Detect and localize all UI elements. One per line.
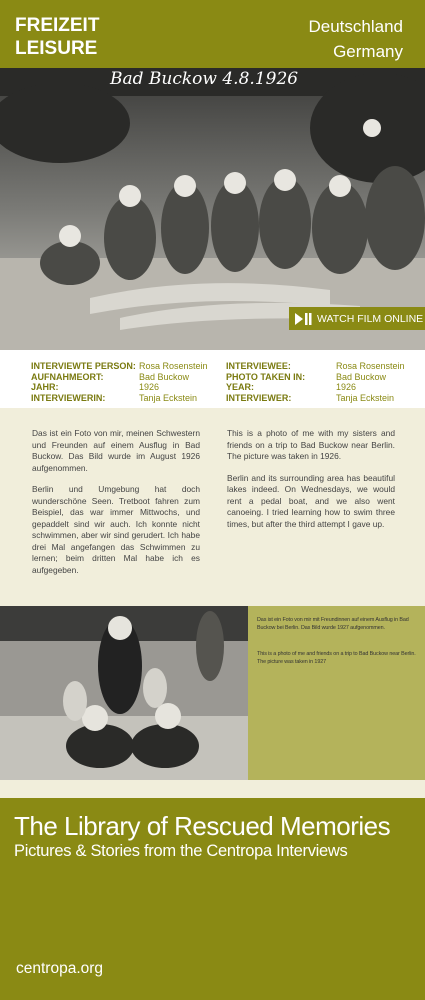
- footer-title: The Library of Rescued Memories: [14, 811, 391, 841]
- meta-row: [31, 393, 208, 404]
- meta-key: INTERVIEWER:: [226, 392, 292, 403]
- category-de: FREIZEIT: [15, 15, 100, 36]
- meta-key: INTERVIEWTE PERSON:: [31, 361, 136, 371]
- metadata-panel: [0, 350, 425, 408]
- meta-value: 1926: [139, 382, 160, 392]
- caption-panel: [248, 606, 425, 780]
- meta-key: PHOTO TAKEN IN:: [226, 371, 306, 382]
- footer-url-link[interactable]: centropa.org: [16, 960, 104, 977]
- watch-film-label: WATCH FILM ONLINE: [317, 312, 424, 325]
- meta-row: [31, 361, 208, 372]
- meta-row: [31, 382, 208, 393]
- paragraph: Das ist ein Foto von mir, meinen Schwestern und Freunden auf einem Ausflug in Bad Buckow. Das Bild wurde im August 1926 aufgenommen.: [32, 428, 200, 473]
- meta-key: YEAR:: [226, 382, 255, 392]
- meta-value: Rosa Rosenstein: [139, 361, 208, 371]
- meta-value: Bad Buckow: [139, 371, 190, 382]
- caption-de: Das ist ein Foto von mir mit Freundinnen auf einem Ausflug in Bad Buckow bei Berlin. Das Bild wurde 1927 aufgenommen.: [257, 617, 409, 631]
- meta-value: Tanja Eckstein: [139, 392, 198, 403]
- paragraph: Berlin und Umgebung hat doch wunderschöne Seen. Tretboot fahren zum Beispiel, das war immer Mittwochs, und gepaddelt sind wir auch. Ich konnte nicht schwimmen, aber wir sind gerudert. Ich habe drei Mal angefangen das Schwimmen zu lernen; beim dritten Mal habe ich es aufgegeben.: [32, 484, 200, 575]
- meta-value: Rosa Rosenstein: [336, 361, 405, 371]
- header-bar: [0, 0, 425, 68]
- meta-key: INTERVIEWERIN:: [31, 392, 106, 403]
- meta-value: Tanja Eckstein: [336, 392, 395, 403]
- meta-value: Bad Buckow: [336, 371, 387, 382]
- secondary-photo: [0, 606, 248, 780]
- category-en: LEISURE: [15, 38, 98, 59]
- footer-bar: [0, 798, 425, 1000]
- metadata-de: [31, 361, 208, 403]
- category-title: [15, 14, 99, 60]
- country-en: Germany: [333, 42, 403, 61]
- meta-row: [226, 372, 405, 383]
- story-text-en: [227, 428, 395, 540]
- story-text-de: [32, 428, 200, 586]
- meta-key: INTERVIEWEE:: [226, 361, 291, 371]
- footer-subtitle: Pictures & Stories from the Centropa Interviews: [14, 842, 348, 860]
- metadata-en: [226, 361, 405, 403]
- meta-row: [31, 372, 208, 383]
- watch-film-button[interactable]: [289, 307, 425, 330]
- country-label: [308, 14, 403, 64]
- caption-en: This is a photo of me and friends on a trip to Bad Buckow near Berlin. The picture was taken in 1927: [257, 651, 416, 665]
- meta-value: 1926: [336, 382, 357, 392]
- meta-row: [226, 382, 405, 393]
- paragraph: Berlin and its surrounding area has beautiful lakes indeed. On Wednesdays, we would rent a pedal boat, and we also went canoeing. I tried learning how to swim three times, but after the third attempt I gave up.: [227, 472, 395, 529]
- meta-row: [226, 361, 405, 372]
- meta-row: [226, 393, 405, 404]
- paragraph: This is a photo of me with my sisters and friends on a trip to Bad Buckow near Berlin. The picture was taken in 1926.: [227, 428, 395, 461]
- country-de: Deutschland: [308, 17, 403, 36]
- meta-key: AUFNAHMEORT:: [31, 371, 104, 382]
- meta-key: JAHR:: [31, 382, 59, 392]
- play-pause-icon: [295, 313, 317, 325]
- photo-inscription: Bad Buckow 4.8.1926: [110, 69, 299, 89]
